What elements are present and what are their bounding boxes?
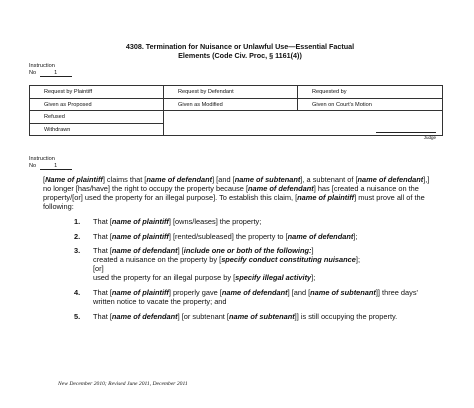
body-text: ] [	[177, 246, 184, 256]
instruction-body	[43, 176, 435, 322]
given-on-courts-motion-cell[interactable]	[298, 98, 443, 111]
body-text: That [	[93, 288, 112, 298]
request-by-plaintiff-cell[interactable]	[30, 86, 164, 99]
given-on-courts-motion-label: Given on Court's Motion	[312, 101, 372, 108]
item-number: 5.	[74, 311, 81, 321]
judge-label: Judge	[423, 135, 436, 140]
body-text: created a nuisance on the property by [	[93, 255, 222, 265]
item-number: 3.	[74, 246, 81, 256]
item-text	[93, 313, 435, 322]
refused-cell[interactable]	[30, 111, 164, 124]
body-text: That [	[93, 216, 112, 226]
given-as-modified-cell[interactable]	[164, 98, 298, 111]
placeholder-text: name of defendant	[248, 183, 314, 193]
instruction-label-bottom: Instruction	[29, 156, 55, 162]
instruction-no-bottom	[29, 163, 72, 170]
item-text	[93, 233, 435, 242]
title-line-2: Elements (Code Civ. Proc, § 1161(4))	[178, 51, 302, 60]
placeholder-text: name of plaintiff	[111, 216, 169, 226]
body-text: ] [owns/leases] the property;	[168, 216, 262, 226]
body-text: That [	[93, 231, 112, 241]
table-row	[30, 98, 443, 111]
request-by-plaintiff-label: Request by Plaintiff	[44, 89, 93, 96]
given-as-proposed-label: Given as Proposed	[44, 101, 92, 108]
withdrawn-cell[interactable]	[30, 123, 164, 136]
table-row	[30, 111, 443, 124]
instruction-label-top: Instruction	[29, 63, 55, 69]
body-text: ] [and [	[212, 175, 235, 184]
request-status-table	[29, 85, 443, 140]
title-line-1: 4308. Termination for Nuisance or Unlawful Use—Essential Factual	[125, 42, 355, 51]
instruction-number-field-bottom[interactable]: 1	[40, 163, 72, 170]
instruction-number-field[interactable]: 1	[40, 70, 72, 77]
placeholder-text: name of subtenant	[234, 175, 301, 184]
item-text	[93, 218, 435, 227]
body-text: ]	[311, 246, 314, 256]
item-number: 2.	[74, 231, 81, 241]
placeholder-text: name of defendant	[221, 288, 288, 298]
given-as-modified-label: Given as Modified	[178, 101, 223, 108]
placeholder-text: name of defendant	[287, 231, 354, 241]
withdrawn-label: Withdrawn	[44, 126, 71, 133]
body-text: ]] three days' written notice to vacate the property; and	[93, 288, 418, 306]
placeholder-text: name of defendant	[111, 311, 178, 321]
body-text: ];	[355, 255, 360, 265]
body-text: ] must prove all of the following:	[43, 192, 425, 211]
placeholder-text: name of defendant	[111, 246, 178, 256]
body-text: [	[43, 175, 46, 184]
body-text: ] [rented/subleased] the property to [	[168, 231, 288, 241]
body-text: ];	[311, 273, 316, 283]
body-text: used the property for an illegal purpose by [	[93, 273, 236, 283]
body-text: ] properly gave [	[168, 288, 222, 298]
element-list-continued	[43, 289, 435, 322]
intro-paragraph	[43, 176, 435, 212]
body-text: ]] is still occupying the property.	[294, 311, 398, 321]
requested-by-label: Requested by	[312, 89, 347, 96]
placeholder-text: name of subtenant	[310, 288, 376, 298]
placeholder-text: specify illegal activity	[235, 273, 312, 283]
placeholder-text: specify conduct constituting nuisance	[221, 255, 356, 265]
judge-signature-cell	[164, 111, 443, 140]
body-text: ];	[353, 231, 358, 241]
list-item	[43, 313, 435, 322]
list-item	[43, 233, 435, 242]
placeholder-text: name of plaintiff	[111, 288, 169, 298]
placeholder-text: name of defendant	[357, 175, 424, 184]
body-text: ],] no longer [has/have] the right to occupy the property because [	[43, 175, 430, 193]
body-text: ] has [created a nuisance on the property/[or] used the property for an illegal purpose]. To establish this claim, [	[43, 183, 419, 202]
requested-by-cell[interactable]	[298, 86, 443, 99]
body-text: ], a subtenant of [	[300, 175, 358, 184]
no-label: No	[29, 70, 37, 76]
placeholder-text: include one or both of the following:	[183, 246, 312, 256]
revision-footer: New December 2010; Revised June 2011, December 2011	[58, 381, 188, 387]
instruction-title	[60, 42, 420, 60]
list-item	[43, 289, 435, 307]
element-list	[43, 218, 435, 257]
placeholder-text: name of plaintiff	[297, 192, 355, 202]
judge-signature-line	[376, 132, 436, 133]
placeholder-text: name of subtenant	[228, 311, 295, 321]
item-number: 1.	[74, 216, 81, 226]
illegal-use-option	[43, 274, 435, 283]
instruction-no-top	[29, 70, 72, 77]
body-text: That [	[93, 311, 112, 321]
request-by-defendant-cell[interactable]	[164, 86, 298, 99]
refused-label: Refused	[44, 114, 65, 121]
placeholder-text: name of plaintiff	[111, 231, 169, 241]
no-label: No	[29, 163, 37, 169]
request-by-defendant-label: Request by Defendant	[178, 89, 234, 96]
body-text: That [	[93, 246, 112, 256]
placeholder-text: Name of plaintiff	[45, 175, 103, 184]
placeholder-text: name of defendant	[146, 175, 213, 184]
body-text: ] claims that [	[102, 175, 147, 184]
body-text: ] [and [	[287, 288, 311, 298]
item-number: 4.	[74, 288, 81, 298]
table-row	[30, 86, 443, 99]
or-connector: [or]	[93, 264, 104, 274]
given-as-proposed-cell[interactable]	[30, 98, 164, 111]
body-text: ] [or subtenant [	[177, 311, 229, 321]
item-text	[93, 289, 435, 307]
list-item	[43, 218, 435, 227]
